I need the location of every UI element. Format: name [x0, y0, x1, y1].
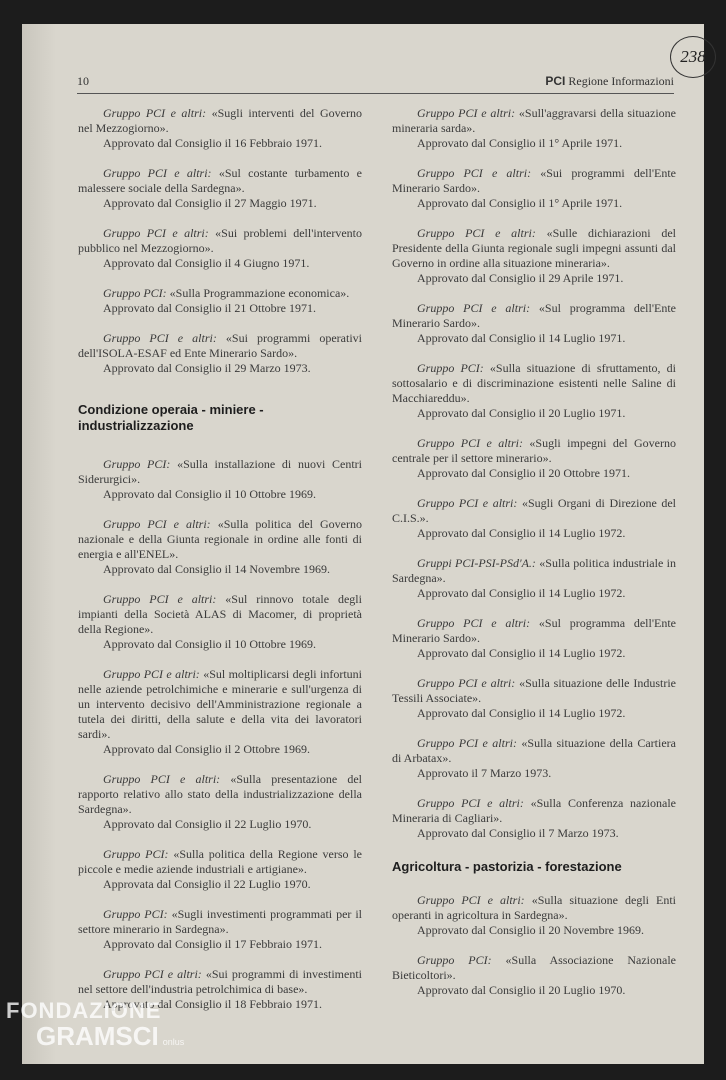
motion-group: Gruppo PCI e altri: — [103, 226, 209, 240]
motion-text — [392, 106, 676, 136]
motion-entry — [392, 301, 676, 346]
publication-title — [545, 74, 674, 89]
handwritten-page-number: 238 — [670, 36, 716, 78]
approval-line: Approvato dal Consiglio il 22 Luglio 1970. — [103, 817, 312, 831]
motion-entry — [78, 592, 362, 652]
motion-entry — [392, 953, 676, 998]
left-column — [78, 106, 362, 1027]
motion-entry — [78, 772, 362, 832]
approval-line: Approvato dal Consiglio il 20 Ottobre 1971. — [417, 466, 630, 480]
motion-title: «Sulla Conferenza nazionale Mineraria di Cagliari». — [392, 796, 676, 825]
motion-entry — [392, 676, 676, 721]
publication-bold: PCI — [545, 74, 566, 88]
motion-text — [392, 226, 676, 271]
motion-title: «Sugli Organi di Direzione del C.I.S.». — [392, 496, 677, 525]
motion-group: Gruppo PCI e altri: — [103, 331, 217, 345]
section-heading-industry: Condizione operaia - miniere - industrializzazione — [78, 402, 264, 433]
watermark-line1: FONDAZIONE — [6, 998, 162, 1023]
section-heading-agriculture: Agricoltura - pastorizia - forestazione — [392, 859, 622, 874]
motion-text — [392, 361, 676, 406]
motion-text — [392, 436, 676, 466]
motion-title: «Sul programma dell'Ente Minerario Sardo». — [392, 301, 676, 330]
motion-title: «Sui programmi dell'Ente Minerario Sardo». — [392, 166, 676, 195]
motion-entry — [78, 457, 362, 502]
motion-title: «Sul moltiplicarsi degli infortuni nelle aziende petrolchimiche e minerarie e sull'urgenza di un intervento decisivo dell'Amministrazione regionale a tutela dei diritti, della salute e della vita dei lavoratori sardi». — [78, 667, 363, 741]
approval-line: Approvato dal Consiglio il 10 Ottobre 1969. — [103, 487, 316, 501]
motion-title: «Sugli interventi del Governo nel Mezzogiorno». — [78, 106, 362, 135]
left-entries-a — [78, 106, 362, 376]
motion-text — [78, 457, 362, 487]
motion-text — [392, 301, 676, 331]
motion-entry — [392, 556, 676, 601]
motion-title: «Sul programma dell'Ente Minerario Sardo». — [392, 616, 676, 645]
motion-group: Gruppo PCI e altri: — [103, 166, 212, 180]
motion-group: Gruppo PCI: — [417, 953, 492, 967]
motion-text — [78, 967, 362, 997]
motion-text — [78, 331, 362, 361]
motion-entry — [392, 361, 676, 421]
approval-line: Approvato dal Consiglio il 14 Luglio 1972. — [417, 706, 626, 720]
motion-group: Gruppo PCI e altri: — [103, 517, 211, 531]
motion-group: Gruppo PCI: — [103, 847, 169, 861]
motion-group: Gruppo PCI: — [103, 907, 168, 921]
motion-text — [392, 616, 676, 646]
motion-text — [392, 736, 676, 766]
motion-title: «Sui programmi di investimenti nel settore dell'industria petrolchimica di base». — [78, 967, 362, 996]
approval-line: Approvato dal Consiglio il 17 Febbraio 1971. — [103, 937, 322, 951]
motion-entry — [392, 496, 676, 541]
motion-text — [78, 907, 362, 937]
motion-entry — [392, 436, 676, 481]
motion-group: Gruppo PCI: — [417, 361, 484, 375]
motion-group: Gruppo PCI e altri: — [103, 592, 217, 606]
motion-title: «Sui problemi dell'intervento pubblico nel Mezzogiorno». — [78, 226, 363, 255]
motion-group: Gruppo PCI e altri: — [417, 796, 524, 810]
motion-group: Gruppi PCI-PSI-PSd'A.: — [417, 556, 536, 570]
motion-text — [78, 847, 362, 877]
approval-line: Approvato dal Consiglio il 10 Ottobre 1969. — [103, 637, 316, 651]
motion-entry — [78, 286, 362, 316]
motion-title: «Sui programmi operativi dell'ISOLA-ESAF ed Ente Minerario Sardo». — [78, 331, 362, 360]
motion-group: Gruppo PCI e altri: — [417, 301, 531, 315]
motion-text — [78, 226, 362, 256]
motion-text — [392, 796, 676, 826]
motion-group: Gruppo PCI e altri: — [417, 496, 518, 510]
motion-group: Gruppo PCI e altri: — [417, 736, 517, 750]
watermark-logo — [6, 998, 184, 1052]
approval-line: Approvato dal Consiglio il 14 Luglio 1972. — [417, 526, 626, 540]
right-entries-b — [392, 893, 676, 998]
approval-line: Approvato dal Consiglio il 20 Novembre 1969. — [417, 923, 644, 937]
approval-line: Approvato dal Consiglio il 1° Aprile 1971. — [417, 196, 623, 210]
motion-group: Gruppo PCI e altri: — [417, 106, 516, 120]
page-shadow — [22, 24, 56, 1064]
motion-group: Gruppo PCI e altri: — [417, 676, 516, 690]
motion-text — [392, 893, 676, 923]
motion-entry — [392, 106, 676, 151]
right-entries-a — [392, 106, 676, 841]
watermark-line3: onlus — [162, 1037, 185, 1047]
motion-title: «Sulla Programmazione economica». — [169, 286, 350, 300]
approval-line: Approvato dal Consiglio il 29 Aprile 1971. — [417, 271, 624, 285]
approval-line: Approvato dal Consiglio il 20 Luglio 1971. — [417, 406, 626, 420]
motion-title: «Sulla politica industriale in Sardegna». — [392, 556, 676, 585]
motion-entry — [78, 166, 362, 211]
motion-group: Gruppo PCI e altri: — [417, 893, 525, 907]
motion-group: Gruppo PCI e altri: — [103, 772, 221, 786]
motion-title: «Sul rinnovo totale degli impianti della Società ALAS di Macomer, di proprietà della Regione». — [78, 592, 362, 636]
approval-line: Approvata dal Consiglio il 22 Luglio 1970. — [103, 877, 311, 891]
motion-title: «Sulla presentazione del rapporto relativo allo stato della industrializzazione della Sardegna». — [78, 772, 362, 816]
motion-entry — [78, 847, 362, 892]
approval-line: Approvato dal Consiglio il 18 Febbraio 1971. — [103, 997, 322, 1011]
approval-line: Approvato dal Consiglio il 14 Luglio 1971. — [417, 331, 626, 345]
motion-entry — [78, 106, 362, 151]
motion-title: «Sulla installazione di nuovi Centri Siderurgici». — [78, 457, 362, 486]
approval-line: Approvato dal Consiglio il 27 Maggio 1971. — [103, 196, 317, 210]
motion-entry — [392, 166, 676, 211]
motion-text — [392, 166, 676, 196]
approval-line: Approvato dal Consiglio il 21 Ottobre 1971. — [103, 301, 316, 315]
approval-line: Approvato dal Consiglio il 29 Marzo 1973. — [103, 361, 311, 375]
motion-title: «Sugli investimenti programmati per il settore minerario in Sardegna». — [78, 907, 363, 936]
motion-title: «Sulle dichiarazioni del Presidente della Giunta regionale sugli impegni assunti dal Governo in ordine alla situazione mineraria». — [392, 226, 676, 270]
motion-entry — [392, 226, 676, 286]
motion-entry — [78, 226, 362, 271]
motion-entry — [78, 907, 362, 952]
motion-title: «Sull'aggravarsi della situazione mineraria sarda». — [392, 106, 676, 135]
motion-title: «Sugli impegni del Governo centrale per il settore minerario». — [392, 436, 676, 465]
motion-text — [78, 517, 362, 562]
motion-group: Gruppo PCI e altri: — [103, 967, 202, 981]
header-rule — [77, 93, 674, 94]
motion-title: «Sulla situazione di sfruttamento, di sottosalario e di discriminazione esistenti nelle Saline di Macchiareddu». — [392, 361, 677, 405]
motion-group: Gruppo PCI: — [103, 286, 167, 300]
motion-text — [392, 676, 676, 706]
motion-entry — [392, 616, 676, 661]
approval-line: Approvato dal Consiglio il 16 Febbraio 1971. — [103, 136, 322, 150]
motion-title: «Sulla situazione degli Enti operanti in agricoltura in Sardegna». — [392, 893, 677, 922]
motion-group: Gruppo PCI e altri: — [417, 436, 523, 450]
approval-line: Approvato dal Consiglio il 14 Novembre 1969. — [103, 562, 330, 576]
motion-text — [392, 556, 676, 586]
motion-text — [78, 667, 362, 742]
motion-group: Gruppo PCI e altri: — [103, 667, 200, 681]
motion-group: Gruppo PCI: — [103, 457, 171, 471]
motion-text — [78, 592, 362, 637]
motion-entry — [78, 517, 362, 577]
motion-entry — [78, 331, 362, 376]
motion-entry — [392, 736, 676, 781]
page-number: 10 — [77, 74, 89, 88]
motion-title: «Sulla Associazione Nazionale Bieticoltori». — [392, 953, 677, 982]
approval-line: Approvato dal Consiglio il 4 Giugno 1971. — [103, 256, 310, 270]
watermark-line2-text: GRAMSCI — [36, 1021, 159, 1051]
motion-text — [392, 953, 676, 983]
motion-entry — [78, 667, 362, 757]
approval-line: Approvato il 7 Marzo 1973. — [417, 766, 552, 780]
approval-line: Approvato dal Consiglio il 20 Luglio 1970. — [417, 983, 626, 997]
right-column — [392, 106, 676, 1013]
motion-text — [78, 772, 362, 817]
motion-title: «Sulla situazione delle Industrie Tessili Associate». — [392, 676, 677, 705]
motion-group: Gruppo PCI e altri: — [417, 166, 532, 180]
approval-line: Approvato dal Consiglio il 14 Luglio 1972. — [417, 646, 626, 660]
motion-entry — [392, 893, 676, 938]
motion-text — [78, 106, 362, 136]
motion-title: «Sulla situazione della Cartiera di Arbatax». — [392, 736, 676, 765]
motion-group: Gruppo PCI e altri: — [103, 106, 207, 120]
motion-group: Gruppo PCI e altri: — [417, 226, 536, 240]
left-entries-b — [78, 457, 362, 1012]
motion-text — [78, 166, 362, 196]
watermark-line2 — [36, 1021, 184, 1052]
document-page — [22, 24, 704, 1064]
motion-title: «Sulla politica del Governo nazionale e della Giunta regionale in ordine alle fonti di energia e all'ENEL». — [78, 517, 362, 561]
publication-rest: Regione Informazioni — [568, 74, 674, 88]
motion-title: «Sul costante turbamento e malessere sociale della Sardegna». — [78, 166, 362, 195]
motion-title: «Sulla politica della Regione verso le piccole e medie aziende industriali e artigiane». — [78, 847, 363, 876]
approval-line: Approvato dal Consiglio il 14 Luglio 1972. — [417, 586, 626, 600]
motion-entry — [392, 796, 676, 841]
motion-text — [392, 496, 676, 526]
motion-text — [78, 286, 362, 301]
approval-line: Approvato dal Consiglio il 2 Ottobre 1969. — [103, 742, 310, 756]
approval-line: Approvato dal Consiglio il 1° Aprile 1971. — [417, 136, 623, 150]
motion-group: Gruppo PCI e altri: — [417, 616, 531, 630]
approval-line: Approvato dal Consiglio il 7 Marzo 1973. — [417, 826, 619, 840]
